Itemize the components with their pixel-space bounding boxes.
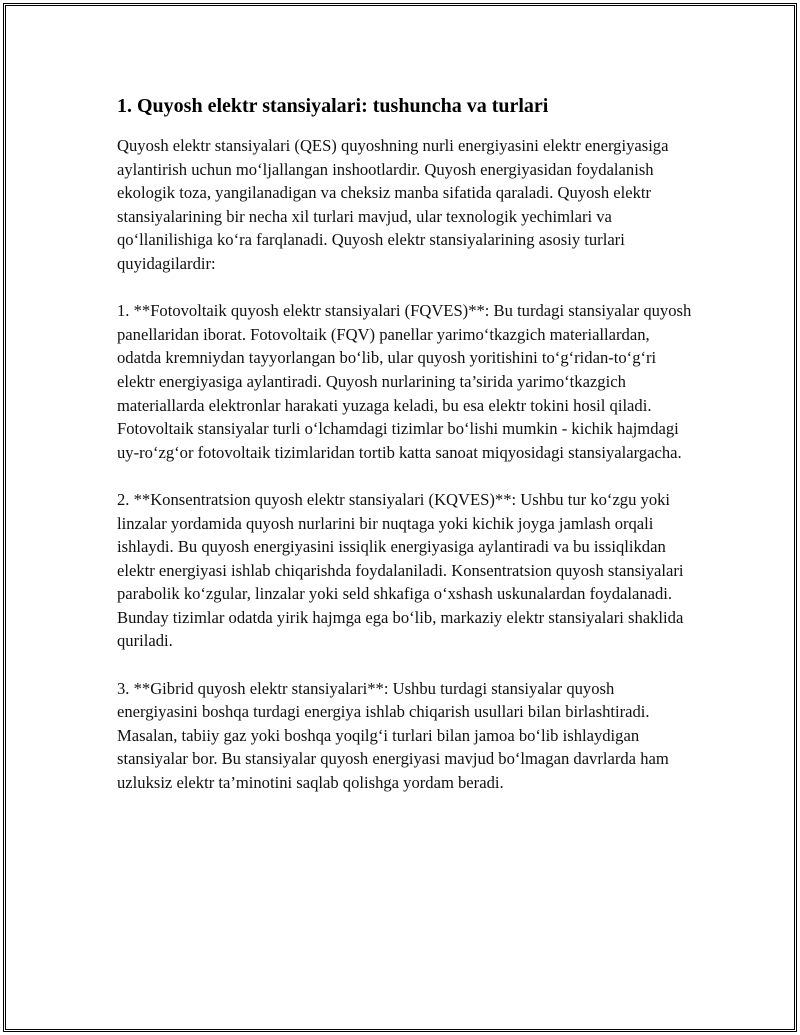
paragraph-concentrated: 2. **Konsentratsion quyosh elektr stansiyalari (KQVES)**: Ushbu tur ko‘zgu yoki linzalar yordamida quyosh nurlarini bir nuqtaga yoki kichik joyga jamlash orqali ishlaydi. Bu quyosh energiyasini issiqlik energiyasiga aylantiradi va bu issiqlikdan elektr energiyasi ishlab chiqarishda foydalaniladi. Konsentratsion quyosh stansiyalari parabolik ko‘zgular, linzalar yoki seld shkafiga o‘xshash uskunalardan foydalanadi. Bunday tizimlar odatda yirik hajmga ega bo‘lib, markaziy elektr stansiyalari shaklida quriladi. [117, 489, 684, 651]
intro-paragraph: Quyosh elektr stansiyalari (QES) quyoshning nurli energiyasini elektr energiyasiga aylantirish uchun mo‘ljallangan inshootlardir. Quyosh energiyasidan foydalanish ekologik toza, yangilanadigan va cheksiz manba sifatida qaraladi. Quyosh elektr stansiyalarining bir necha xil turlari mavjud, ular texnologik yechimlari va qo‘llanilishiga ko‘ra farqlanadi. Quyosh elektr stansiyalarining asosiy turlari quyidagilardir: [117, 136, 669, 273]
paragraph-hybrid: 3. **Gibrid quyosh elektr stansiyalari**: Ushbu turdagi stansiyalar quyosh energiyasini boshqa turdagi energiya ishlab chiqarish usullari bilan birlashtiradi. Masalan, tabiiy gaz yoki boshqa yoqilg‘i turlari bilan jamoa bo‘lib ishlaydigan stansiyalar bor. Bu stansiyalar quyosh energiyasi mavjud bo‘lmagan davrlarda ham uzluksiz elektr ta’minotini saqlab qolishga yordam beradi. [117, 678, 669, 793]
section-heading: 1. Quyosh elektr stansiyalari: tushuncha va turlari [117, 95, 549, 117]
document-body [117, 93, 692, 795]
paragraph-photovoltaic: 1. **Fotovoltaik quyosh elektr stansiyalari (FQVES)**: Bu turdagi stansiyalar quyosh panellaridan iborat. Fotovoltaik (FQV) panellar yarimo‘tkazgich materiallardan, odatda kremniydan tayyorlangan bo‘lib, ular quyosh yoritishini to‘g‘ridan-to‘g‘ri elektr energiyasiga aylantiradi. Quyosh nurlarining ta’sirida yarimo‘tkazgich materiallarda elektronlar harakati yuzaga keladi, bu esa elektr tokini hosil qiladi. Fotovoltaik stansiyalar turli o‘lchamdagi tizimlar bo‘lishi mumkin - kichik hajmdagi uy-ro‘zg‘or fotovoltaik tizimlaridan tortib katta sanoat miqyosidagi stansiyalargacha. [117, 301, 692, 462]
